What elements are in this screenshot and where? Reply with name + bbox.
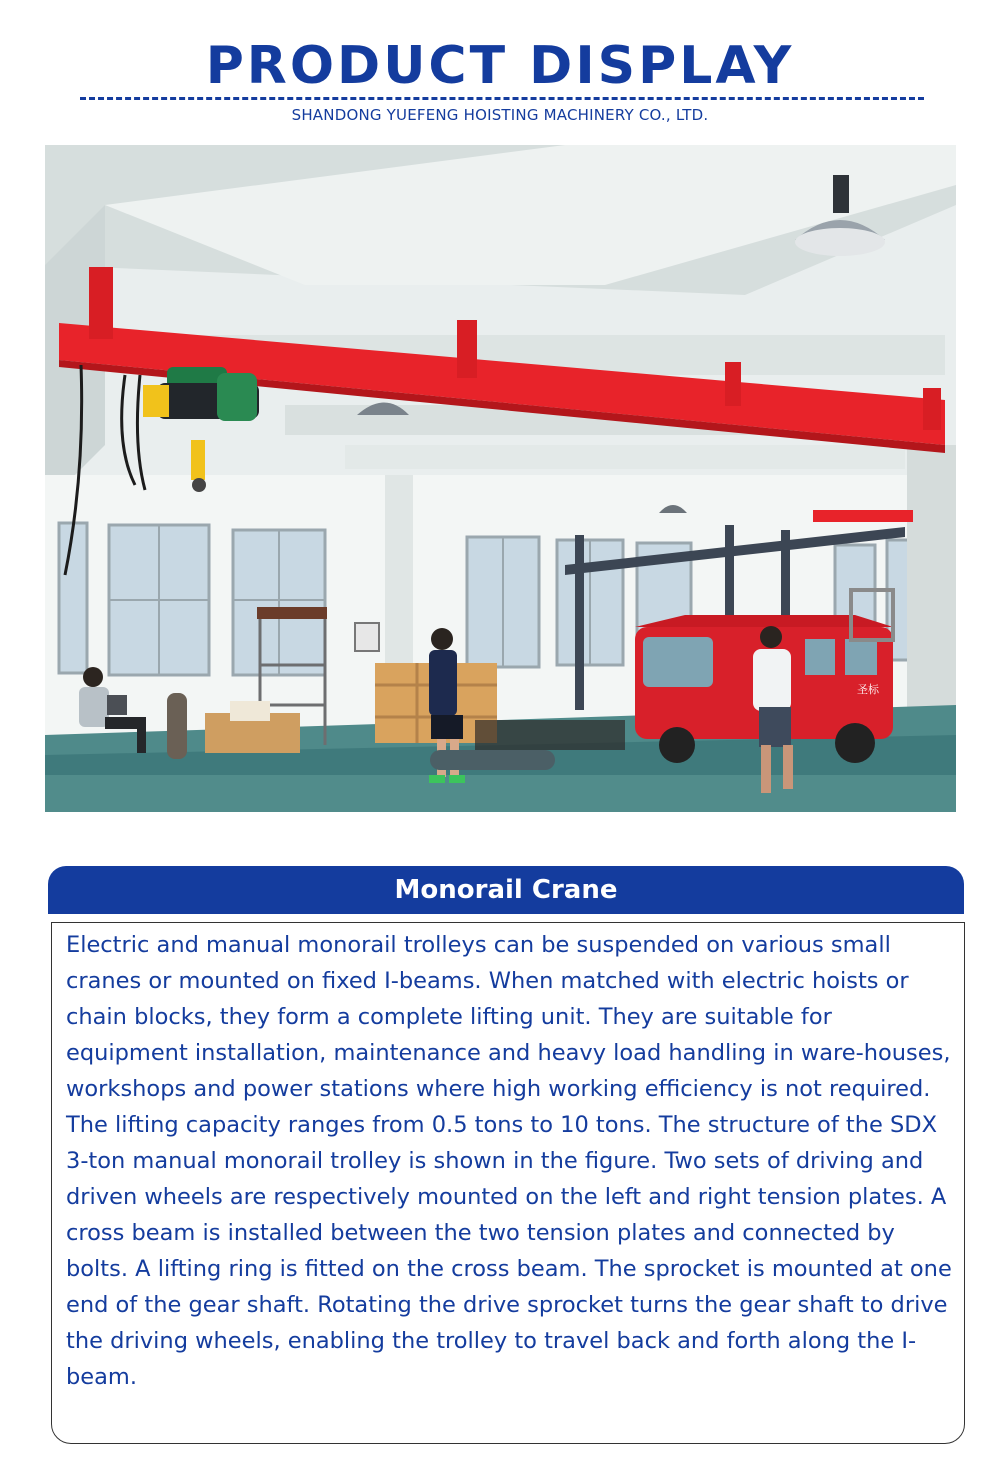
description-paragraph: Electric and manual monorail trolleys can be suspended on various small cranes or mounted on fixed I-beams. When matched with electric hoists or chain blocks, they form a complete lifting unit. They are suitable for equipment installation, maintenance and heavy load handling in ware-houses, workshops and power stations where high working efficiency is not required. — [66, 932, 951, 1102]
description-text — [66, 927, 956, 1395]
section-heading: Monorail Crane — [48, 866, 964, 914]
page-title: PRODUCT DISPLAY — [205, 36, 795, 96]
dashed-divider — [80, 97, 924, 100]
description-paragraph: The lifting capacity ranges from 0.5 tons to 10 tons. The structure of the SDX 3-ton manual monorail trolley is shown in the figure. Two sets of driving and driven wheels are respectively mounted on the left and right tension plates. A cross beam is installed between the two tension plates and connected by bolts. A lifting ring is fitted on the cross beam. The sprocket is mounted at one end of the gear shaft. Rotating the drive sprocket turns the gear shaft to drive the driving wheels, enabling the trolley to travel back and forth along the I-beam. — [66, 1112, 952, 1390]
product-photo — [45, 145, 956, 812]
tricycle-plate-text: 圣标 — [857, 683, 879, 696]
company-name: SHANDONG YUEFENG HOISTING MACHINERY CO., LTD. — [291, 106, 709, 124]
